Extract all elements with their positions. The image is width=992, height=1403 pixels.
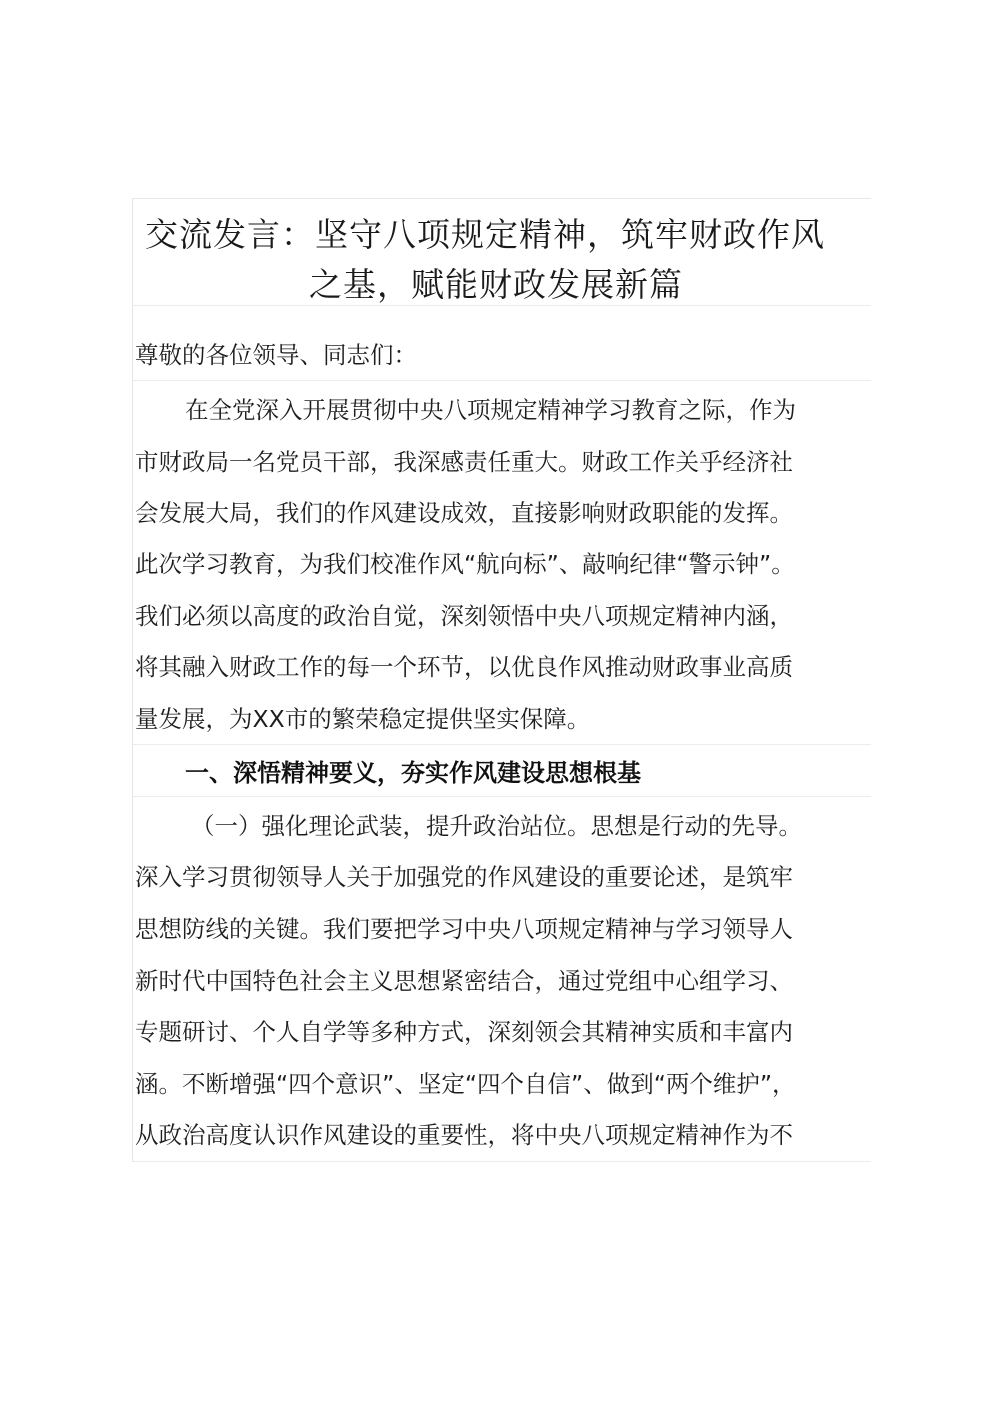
title-line-1: 交流发言：坚守八项规定精神，筑牢财政作风 (145, 215, 825, 254)
paragraph-line: 会发展大局，我们的作风建设成效，直接影响财政职能的发挥。 (135, 499, 793, 527)
divider (133, 1161, 871, 1162)
paragraph-line: 在全党深入开展贯彻中央八项规定精神学习教育之际，作为 (185, 396, 796, 424)
paragraph-line: 新时代中国特色社会主义思想紧密结合，通过党组中心组学习、 (135, 967, 793, 995)
title-line-2: 之基，赋能财政发展新篇 (309, 265, 683, 304)
paragraph-line: 从政治高度认识作风建设的重要性，将中央八项规定精神作为不 (135, 1121, 793, 1149)
section-heading: 一、深悟精神要义，夯实作风建设思想根基 (185, 759, 641, 787)
paragraph-line: 市财政局一名党员干部，我深感责任重大。财政工作关乎经济社 (135, 448, 793, 476)
paragraph-line: 量发展，为XX市的繁荣稳定提供坚实保障。 (135, 705, 591, 733)
paragraph-line: （一）强化理论武装，提升政治站位。思想是行动的先导。 (191, 812, 802, 840)
salutation: 尊敬的各位领导、同志们： (135, 341, 417, 369)
paragraph-line: 将其融入财政工作的每一个环节，以优良作风推动财政事业高质 (135, 653, 793, 681)
document-page (132, 198, 871, 1162)
paragraph-line: 涵。不断增强“四个意识”、坚定“四个自信”、做到“两个维护”， (135, 1070, 796, 1098)
paragraph-line: 此次学习教育，为我们校准作风“航向标”、敲响纪律“警示钟”。 (135, 550, 795, 578)
paragraph-line: 专题研讨、个人自学等多种方式，深刻领会其精神实质和丰富内 (135, 1018, 793, 1046)
paragraph-line: 我们必须以高度的政治自觉，深刻领悟中央八项规定精神内涵， (135, 602, 793, 630)
divider (133, 744, 871, 745)
divider (133, 796, 871, 797)
document-title (133, 198, 871, 306)
paragraph-line: 深入学习贯彻领导人关于加强党的作风建设的重要论述，是筑牢 (135, 863, 793, 891)
paragraph-line: 思想防线的关键。我们要把学习中央八项规定精神与学习领导人 (135, 915, 793, 943)
divider (133, 380, 871, 381)
